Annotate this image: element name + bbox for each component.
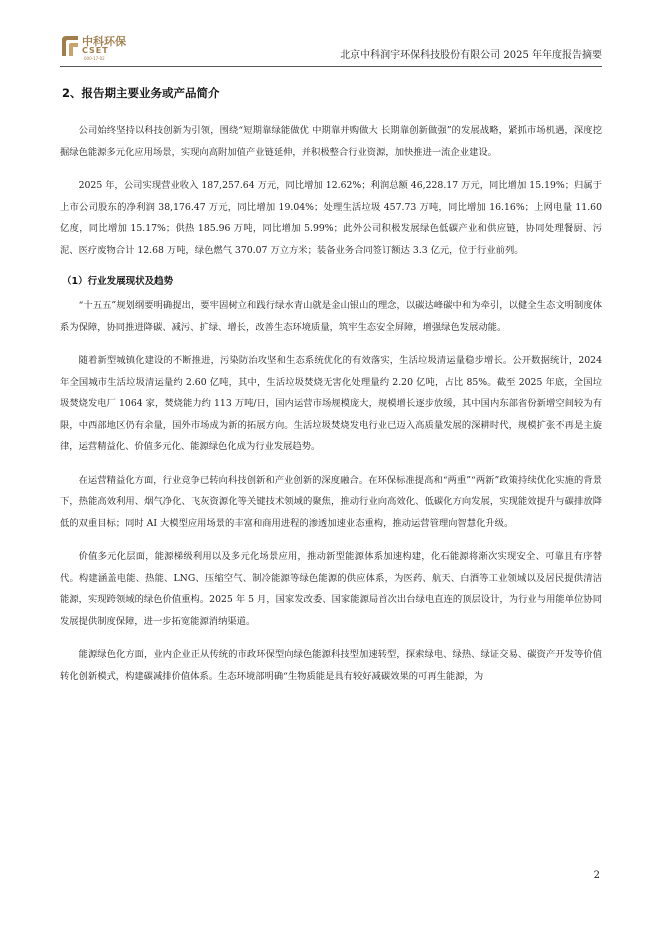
- logo-mark-icon: [60, 34, 80, 58]
- body-paragraph: 随着新型城镇化建设的不断推进，污染防治攻坚和生态系统优化的有效落实，生活垃圾清运量稳步增长。公开数据统计，2024 年全国城市生活垃圾清运量约 2.60 亿吨，其中，生活垃圾焚烧无害化处理量约 2.20 亿吨，占比 85%。截至 2025 年底，全国垃圾焚烧发电厂 1064 家，焚烧能力约 113 万吨/日，国内运营市场规模庞大，规模增长逐步放缓，其中国内东部省份新增空间较为有限，中西部地区仍有余量，国外市场成为新的拓展方向。生活垃圾焚烧发电行业已迈入高质量发展的深耕时代，规模扩张不再是主旋律，运营精益化、价值多元化、能源绿色化成为行业发展趋势。: [60, 355, 602, 452]
- body-paragraph: “十五五”规划纲要明确提出，要牢固树立和践行绿水青山就是金山银山的理念，以碳达峰碳中和为牵引，以健全生态文明制度体系为保障，协同推进降碳、减污、扩绿、增长，改善生态环境质量，筑牢生态安全屏障，增强绿色发展动能。: [60, 300, 602, 333]
- logo-subtext: 000-17-02: [84, 56, 105, 61]
- page-header: [60, 30, 602, 67]
- subsection-heading: （1）行业发展现状及趋势: [62, 276, 174, 287]
- company-logo: [60, 32, 150, 62]
- logo-text-en: CSET: [82, 46, 109, 55]
- logo-text-cn: 中科环保: [82, 35, 126, 48]
- body-paragraph: 价值多元化层面，能源梯级利用以及多元化场景应用，推动新型能源体系加速构建，化石能源将渐次实现安全、可靠且有序替代。构建涵盖电能、热能、LNG、压缩空气、制冷能源等绿色能源的供应体系，为医药、航天、白酒等工业领域以及居民提供清洁能源，实现跨领域的绿色价值重构。2025 年 5 月，国家发改委、国家能源局首次出台绿电直连的顶层设计，为行业与用能单位协同发展提供制度保障，进一步拓宽能源消纳渠道。: [60, 551, 602, 627]
- intro-paragraph: 公司始终坚持以科技创新为引领，围绕“短期靠绿能做优 中期靠并购做大 长期靠创新做强”的发展战略，紧抓市场机遇，深度挖掘绿色能源多元化应用场景，实现向高附加值产业链延伸，并积极整合行业资源，加快推进一流企业建设。: [60, 125, 602, 158]
- intro-paragraph: 2025 年，公司实现营业收入 187,257.64 万元，同比增加 12.62%；利润总额 46,228.17 万元，同比增加 15.19%；归属于上市公司股东的净利润 38,176.47 万元，同比增加 19.04%；处理生活垃圾 457.73 万吨，同比增加 16.16%；上网电量 11.60 亿度，同比增加 15.17%；供热 185.96 万吨，同比增加 5.99%；此外公司积极发展绿色低碳产业和供应链，协同处理餐厨、污泥、医疗废物合计 12.68 万吨，绿色燃气 370.07 万立方米；装备业务合同签订额达 3.3 亿元，位于行业前列。: [60, 180, 602, 256]
- section-heading: 2、报告期主要业务或产品简介: [62, 86, 220, 100]
- main-content: [60, 85, 602, 699]
- document-title: 北京中科润宇环保科技股份有限公司 2025 年年度报告摘要: [340, 50, 602, 61]
- body-paragraph: 在运营精益化方面，行业竞争已转向科技创新和产业创新的深度融合。在环保标准提高和“两重”“两新”政策持续优化实施的背景下，热能高效利用、烟气净化、飞灰资源化等关键技术领域的聚焦，推动行业向高效化、低碳化方向发展，实现能效提升与碳排放降低的双重目标；同时 AI 大模型应用场景的丰富和商用进程的渗透加速业态重构，推动运营管理向智慧化升级。: [60, 474, 602, 529]
- body-paragraph: 能源绿色化方面，业内企业正从传统的市政环保型向绿色能源科技型加速转型，探索绿电、绿热、绿证交易、碳资产开发等价值转化创新模式，构建碳减排价值体系。生态环境部明确“生物质能是具有较好减碳效果的可再生能源，为: [60, 649, 602, 682]
- page-number: 2: [593, 870, 600, 881]
